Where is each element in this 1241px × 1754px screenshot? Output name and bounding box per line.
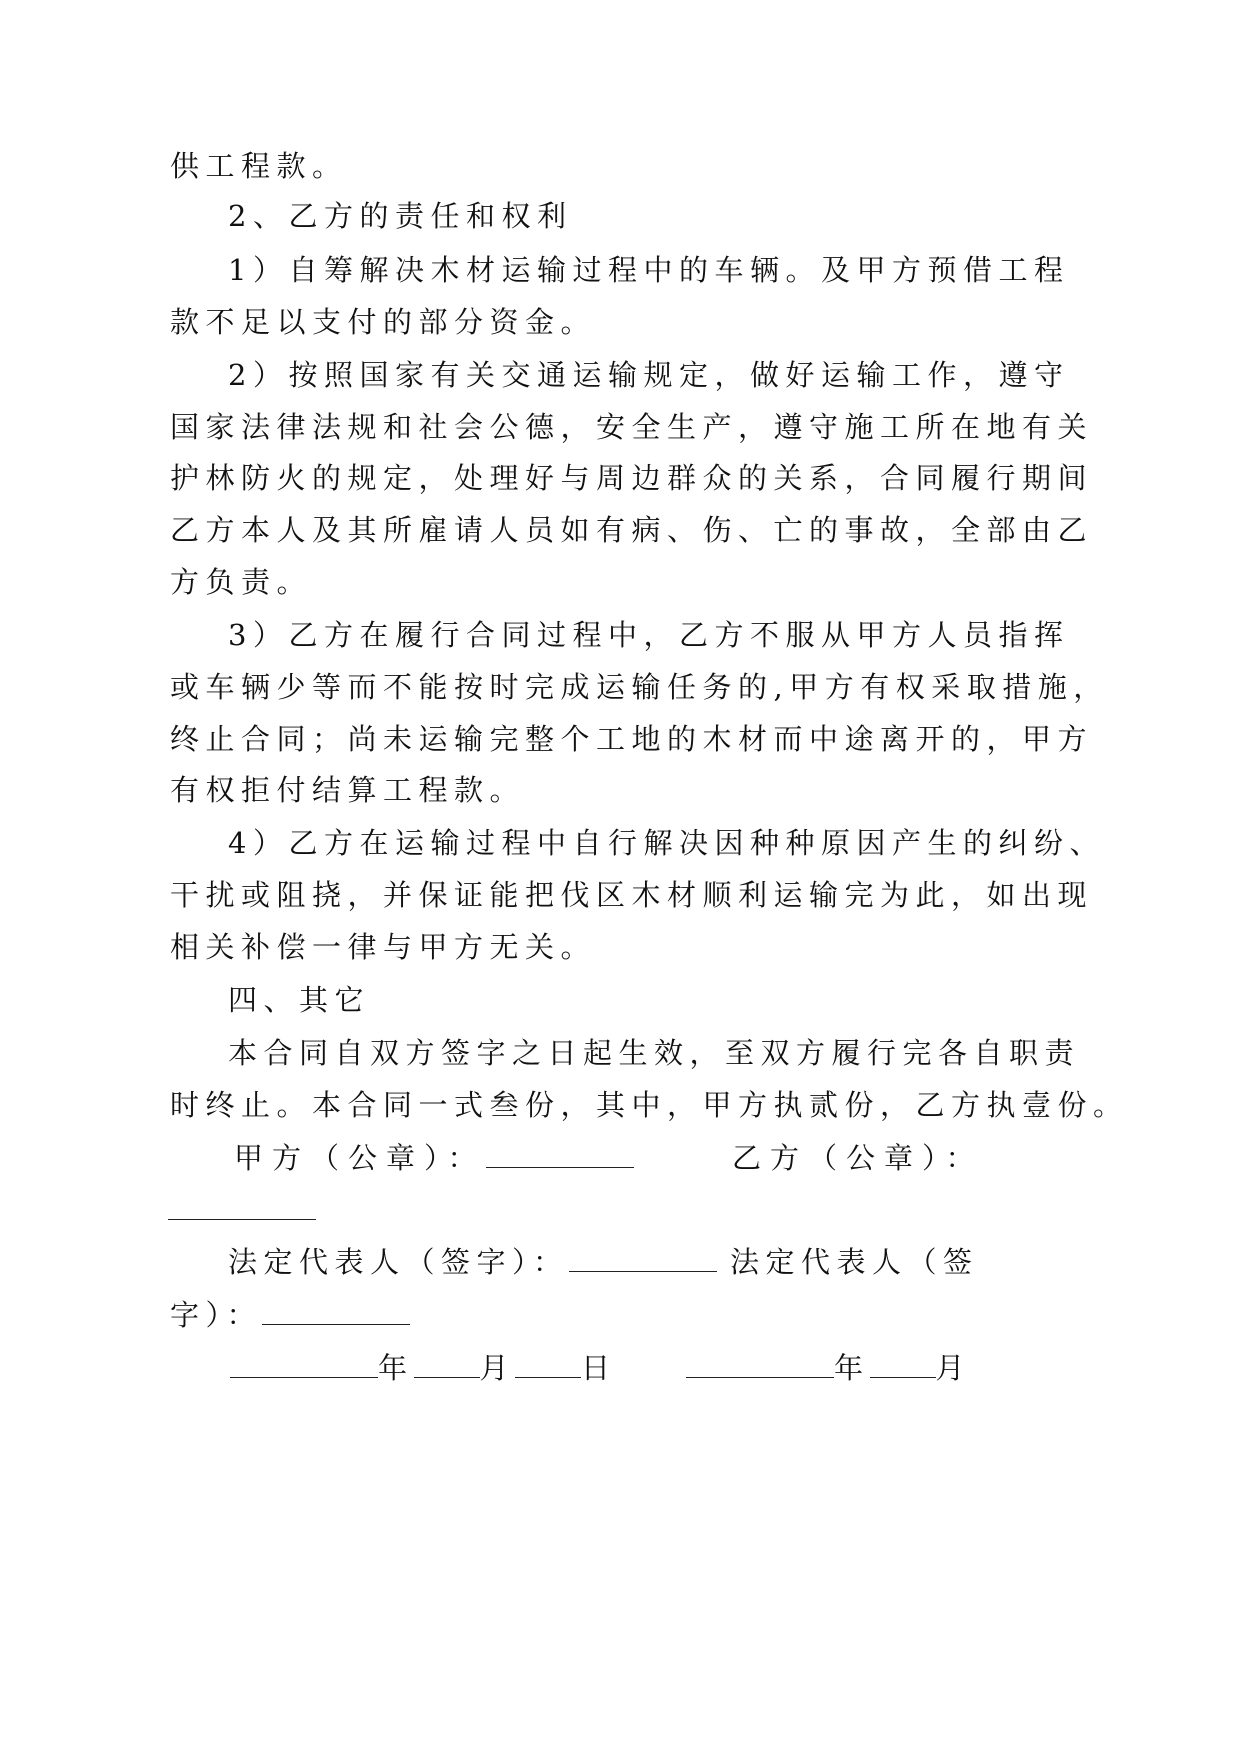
section-heading: 四、其它: [228, 983, 371, 1017]
date-a-month-blank: [414, 1351, 480, 1378]
party-a-seal-blank: [486, 1141, 634, 1168]
date-a-day-label: 日: [581, 1351, 617, 1385]
date-a-year-blank: [230, 1351, 378, 1378]
date-a-month-label: 月: [479, 1351, 516, 1385]
paragraph-line: 供工程款。: [170, 149, 348, 183]
date-b-month-blank: [870, 1351, 936, 1378]
paragraph-line: 或车辆少等而不能按时完成运输任务的,甲方有权采取措施，: [170, 670, 1109, 704]
paragraph-line: 相关补偿一律与甲方无关。: [170, 930, 597, 964]
paragraph-line: 护林防火的规定，处理好与周边群众的关系，合同履行期间: [170, 461, 1094, 495]
party-b-seal-line: [168, 1190, 316, 1230]
rep-b-label: 法定代表人（签: [730, 1245, 979, 1279]
rep-a-label: 法定代表人（签字）：: [228, 1245, 569, 1279]
paragraph-line: 有权拒付结算工程款。: [170, 773, 526, 807]
rep-b-blank: [262, 1298, 410, 1325]
paragraph-line: 乙方本人及其所雇请人员如有病、伤、亡的事故，全部由乙: [170, 513, 1094, 547]
rep-b-label-cont: 字）：: [170, 1298, 263, 1332]
rep-a-blank: [569, 1245, 717, 1272]
section-heading: 2、乙方的责任和权利: [228, 199, 573, 233]
paragraph-line: 2）按照国家有关交通运输规定，做好运输工作，遵守: [228, 358, 1070, 392]
paragraph-line: 3）乙方在履行合同过程中，乙方不服从甲方人员指挥: [228, 618, 1070, 652]
party-b-seal-blank: [168, 1193, 316, 1220]
paragraph-line: 款不足以支付的部分资金。: [170, 305, 597, 339]
party-a-seal-line: [234, 1138, 634, 1178]
date-a-line: [230, 1348, 617, 1388]
date-a-year-label: 年: [378, 1351, 414, 1385]
date-b-line: [686, 1348, 971, 1388]
paragraph-line: 国家法律法规和社会公德，安全生产，遵守施工所在地有关: [170, 410, 1094, 444]
date-a-day-blank: [515, 1351, 581, 1378]
rep-b-line: [170, 1295, 410, 1335]
party-a-seal-label: 甲方（公章）：: [234, 1141, 486, 1175]
paragraph-line: 4）乙方在运输过程中自行解决因种种原因产生的纠纷、: [228, 826, 1105, 860]
date-b-year-blank: [686, 1351, 834, 1378]
date-b-month-label: 月: [935, 1351, 972, 1385]
party-b-seal-label: 乙方（公章）：: [732, 1141, 984, 1175]
paragraph-line: 干扰或阻挠，并保证能把伐区木材顺利运输完为此，如出现: [170, 878, 1094, 912]
paragraph-line: 方负责。: [170, 565, 313, 599]
paragraph-line: 终止合同；尚未运输完整个工地的木材而中途离开的，甲方: [170, 722, 1094, 756]
paragraph-line: 时终止。本合同一式叁份，其中，甲方执贰份，乙方执壹份。: [170, 1088, 1129, 1122]
rep-a-line: [228, 1242, 717, 1282]
paragraph-line: 本合同自双方签字之日起生效，至双方履行完各自职责: [228, 1036, 1081, 1070]
paragraph-line: 1）自筹解决木材运输过程中的车辆。及甲方预借工程: [228, 253, 1070, 287]
date-b-year-label: 年: [834, 1351, 870, 1385]
